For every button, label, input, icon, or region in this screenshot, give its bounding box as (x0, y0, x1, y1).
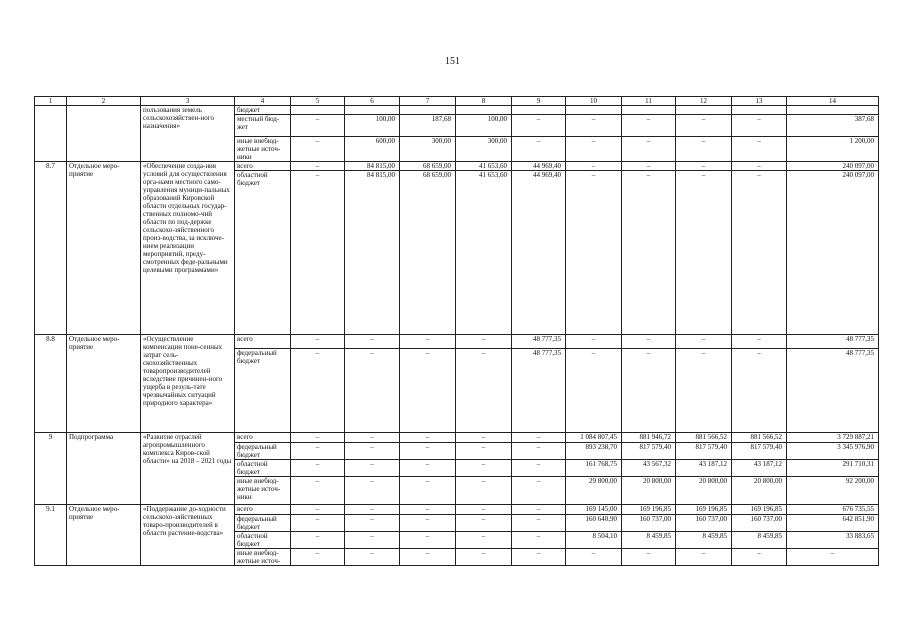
value-cell: – (676, 115, 732, 137)
source-cell: местный бюд-жет (235, 115, 291, 137)
value-cell: – (512, 443, 566, 460)
value-cell: 881 566,52 (732, 433, 787, 443)
source-cell: всего (235, 335, 291, 349)
header-cell: 5 (291, 97, 345, 106)
value-cell: – (291, 477, 345, 505)
value-cell: – (512, 115, 566, 137)
header-cell: 6 (345, 97, 400, 106)
value-cell: 43 567,32 (622, 460, 676, 477)
value-cell: 43 187,12 (676, 460, 732, 477)
value-cell: 881 946,72 (622, 433, 676, 443)
value-cell: – (291, 115, 345, 137)
value-cell: – (291, 460, 345, 477)
header-cell: 14 (787, 97, 879, 106)
row-number-cell: 9 (35, 433, 67, 505)
source-cell: областной бюджет (235, 532, 291, 549)
value-cell: 169 196,85 (732, 505, 787, 515)
value-cell: 48 777,35 (787, 335, 879, 349)
value-cell: 169 196,85 (622, 505, 676, 515)
value-cell: – (291, 162, 345, 171)
value-cell: – (732, 162, 787, 171)
value-cell (345, 106, 400, 115)
row-number-cell: 8.8 (35, 335, 67, 433)
value-cell: – (400, 433, 456, 443)
value-cell: – (345, 549, 400, 566)
value-cell (566, 106, 622, 115)
source-cell: иные внебюд-жетные источ-ники (235, 477, 291, 505)
value-cell: 68 659,00 (400, 171, 456, 335)
header-cell: 12 (676, 97, 732, 106)
value-cell: 893 238,70 (566, 443, 622, 460)
value-cell: 169 145,00 (566, 505, 622, 515)
value-cell: – (291, 515, 345, 532)
table-row (35, 106, 879, 115)
source-cell: областной бюджет (235, 171, 291, 335)
value-cell: – (622, 171, 676, 335)
value-cell: – (345, 335, 400, 349)
value-cell: 92 200,00 (787, 477, 879, 505)
value-cell: 1 200,00 (787, 137, 879, 162)
value-cell: – (566, 171, 622, 335)
value-cell: – (787, 549, 879, 566)
row-name-cell: «Развитие отраслей агропромышленного комплекса Киров-ской области» на 2018 – 2021 годы (141, 433, 235, 505)
value-cell (291, 106, 345, 115)
value-cell: – (345, 443, 400, 460)
value-cell: – (512, 433, 566, 443)
value-cell: – (456, 349, 512, 433)
value-cell: – (291, 349, 345, 433)
value-cell: – (512, 477, 566, 505)
value-cell: – (291, 505, 345, 515)
value-cell: 642 851,90 (787, 515, 879, 532)
value-cell: – (622, 335, 676, 349)
value-cell: 160 640,90 (566, 515, 622, 532)
value-cell: – (291, 443, 345, 460)
value-cell: – (456, 477, 512, 505)
value-cell: 300,00 (456, 137, 512, 162)
value-cell: – (732, 137, 787, 162)
value-cell: 48 777,35 (787, 349, 879, 433)
value-cell: 84 815,00 (345, 162, 400, 171)
header-cell: 1 (35, 97, 67, 106)
value-cell (456, 106, 512, 115)
value-cell: 187,68 (400, 115, 456, 137)
header-cell: 4 (235, 97, 291, 106)
value-cell: 44 969,40 (512, 171, 566, 335)
value-cell: – (512, 549, 566, 566)
value-cell: – (732, 115, 787, 137)
value-cell: 44 969,40 (512, 162, 566, 171)
value-cell: 8 459,85 (622, 532, 676, 549)
value-cell: 300,00 (400, 137, 456, 162)
table-row (35, 162, 879, 171)
source-cell: всего (235, 433, 291, 443)
value-cell: – (622, 162, 676, 171)
value-cell: 20 800,00 (676, 477, 732, 505)
value-cell: – (345, 505, 400, 515)
value-cell: – (676, 549, 732, 566)
value-cell: – (400, 505, 456, 515)
row-number-cell: 9.1 (35, 505, 67, 566)
value-cell: – (622, 137, 676, 162)
value-cell: – (345, 349, 400, 433)
value-cell: – (676, 162, 732, 171)
value-cell: – (456, 443, 512, 460)
value-cell: – (566, 115, 622, 137)
value-cell: – (566, 162, 622, 171)
value-cell: – (456, 335, 512, 349)
value-cell (732, 106, 787, 115)
value-cell: – (291, 171, 345, 335)
value-cell: 817 579,40 (732, 443, 787, 460)
value-cell: – (456, 433, 512, 443)
value-cell: – (512, 137, 566, 162)
row-name-cell: «Поддержание до-ходности сельскохо-зяйственных товаро-производителей в области растение-водства» (141, 505, 235, 566)
row-type-cell: Отдельное меро-приятие (67, 505, 141, 566)
value-cell: 240 097,00 (787, 171, 879, 335)
header-cell: 3 (141, 97, 235, 106)
source-cell: иные внебюд-жетные источ-ники (235, 137, 291, 162)
value-cell: – (676, 171, 732, 335)
source-cell: областной бюджет (235, 460, 291, 477)
value-cell: – (566, 137, 622, 162)
value-cell: 48 777,35 (512, 335, 566, 349)
value-cell (622, 106, 676, 115)
row-type-cell: Отдельное меро-приятие (67, 335, 141, 433)
row-type-cell: Подпрограмма (67, 433, 141, 505)
value-cell: – (456, 549, 512, 566)
value-cell: – (456, 460, 512, 477)
value-cell (512, 106, 566, 115)
page-number: 151 (445, 56, 460, 67)
source-cell: всего (235, 162, 291, 171)
source-cell: федеральный бюджет (235, 443, 291, 460)
value-cell: – (400, 515, 456, 532)
value-cell: 817 579,40 (622, 443, 676, 460)
value-cell: 161 768,75 (566, 460, 622, 477)
value-cell: – (400, 460, 456, 477)
value-cell: 160 737,00 (676, 515, 732, 532)
value-cell: – (345, 433, 400, 443)
source-cell: иные внебюд-жетные источ- (235, 549, 291, 566)
value-cell: 100,00 (345, 115, 400, 137)
table-row (35, 505, 879, 515)
value-cell (400, 106, 456, 115)
value-cell: 1 084 807,45 (566, 433, 622, 443)
header-cell: 11 (622, 97, 676, 106)
value-cell: 20 800,00 (622, 477, 676, 505)
value-cell: 817 579,40 (676, 443, 732, 460)
value-cell: – (345, 515, 400, 532)
value-cell: – (456, 532, 512, 549)
value-cell: 8 504,10 (566, 532, 622, 549)
value-cell: – (676, 349, 732, 433)
source-cell: бюджет (235, 106, 291, 115)
value-cell: – (456, 505, 512, 515)
header-cell: 10 (566, 97, 622, 106)
value-cell: 881 566,52 (676, 433, 732, 443)
value-cell: – (732, 335, 787, 349)
value-cell: – (566, 335, 622, 349)
value-cell: – (400, 549, 456, 566)
table-row (35, 335, 879, 349)
header-cell: 9 (512, 97, 566, 106)
value-cell: 3 729 887,21 (787, 433, 879, 443)
value-cell: – (291, 549, 345, 566)
value-cell: 20 800,00 (732, 477, 787, 505)
value-cell: – (456, 515, 512, 532)
value-cell: – (291, 335, 345, 349)
value-cell: – (512, 505, 566, 515)
row-name-cell: пользования земель сельскохозяйствен-ного назначения» (141, 106, 235, 162)
row-type-cell: Отдельное меро-приятие (67, 162, 141, 335)
row-number-cell (35, 106, 67, 162)
value-cell: 291 710,31 (787, 460, 879, 477)
value-cell: 48 777,35 (512, 349, 566, 433)
value-cell: 387,68 (787, 115, 879, 137)
value-cell: – (345, 477, 400, 505)
value-cell: – (400, 335, 456, 349)
header-row (35, 97, 879, 106)
value-cell: 3 345 976,90 (787, 443, 879, 460)
header-cell: 13 (732, 97, 787, 106)
value-cell: – (732, 171, 787, 335)
value-cell: 676 735,55 (787, 505, 879, 515)
value-cell: 240 097,00 (787, 162, 879, 171)
value-cell: 100,00 (456, 115, 512, 137)
source-cell: федеральный бюджет (235, 349, 291, 433)
value-cell: – (512, 515, 566, 532)
value-cell: 41 653,60 (456, 162, 512, 171)
value-cell (676, 106, 732, 115)
value-cell: 169 196,85 (676, 505, 732, 515)
value-cell: 84 815,00 (345, 171, 400, 335)
value-cell: – (512, 532, 566, 549)
source-cell: всего (235, 505, 291, 515)
header-cell: 7 (400, 97, 456, 106)
value-cell: 160 737,00 (622, 515, 676, 532)
value-cell: – (400, 349, 456, 433)
budget-table (34, 96, 879, 566)
value-cell: – (676, 137, 732, 162)
value-cell: 160 737,00 (732, 515, 787, 532)
value-cell: – (732, 549, 787, 566)
value-cell: 8 459,85 (676, 532, 732, 549)
value-cell: – (400, 443, 456, 460)
value-cell: – (512, 460, 566, 477)
header-cell: 8 (456, 97, 512, 106)
row-name-cell: «Обеспечение созда-ния условий для осуществления орга-нами местного само-управления муници-пальных образований Кировской области отдельных государ-ственных полномо-чий области по под-держке сельскохо-зяйственного произ-водства, за исключе-нием реализации мероприятий, преду-смотренных феде-ральными целевыми программами» (141, 162, 235, 335)
row-type-cell (67, 106, 141, 162)
value-cell: 8 459,85 (732, 532, 787, 549)
value-cell: – (676, 335, 732, 349)
value-cell: – (400, 532, 456, 549)
value-cell: – (566, 349, 622, 433)
value-cell: – (345, 532, 400, 549)
value-cell: – (291, 433, 345, 443)
value-cell: – (622, 115, 676, 137)
value-cell: 43 187,12 (732, 460, 787, 477)
table-row (35, 433, 879, 443)
row-number-cell: 8.7 (35, 162, 67, 335)
row-name-cell: «Осуществление компенсации поне-сенных затрат сель-скохозяйственных товаропроизводителей вследствие причинен-ного ущерба в резуль-тате чрезвычайных ситуаций природного характера» (141, 335, 235, 433)
source-cell: федеральный бюджет (235, 515, 291, 532)
header-cell: 2 (67, 97, 141, 106)
value-cell: 600,00 (345, 137, 400, 162)
value-cell: – (345, 460, 400, 477)
value-cell: – (400, 477, 456, 505)
value-cell: 68 659,00 (400, 162, 456, 171)
value-cell: 41 653,60 (456, 171, 512, 335)
value-cell: – (291, 137, 345, 162)
value-cell: 29 800,00 (566, 477, 622, 505)
value-cell: – (622, 349, 676, 433)
value-cell: – (566, 549, 622, 566)
value-cell (787, 106, 879, 115)
value-cell: 33 883,65 (787, 532, 879, 549)
value-cell: – (732, 349, 787, 433)
value-cell: – (291, 532, 345, 549)
value-cell: – (622, 549, 676, 566)
